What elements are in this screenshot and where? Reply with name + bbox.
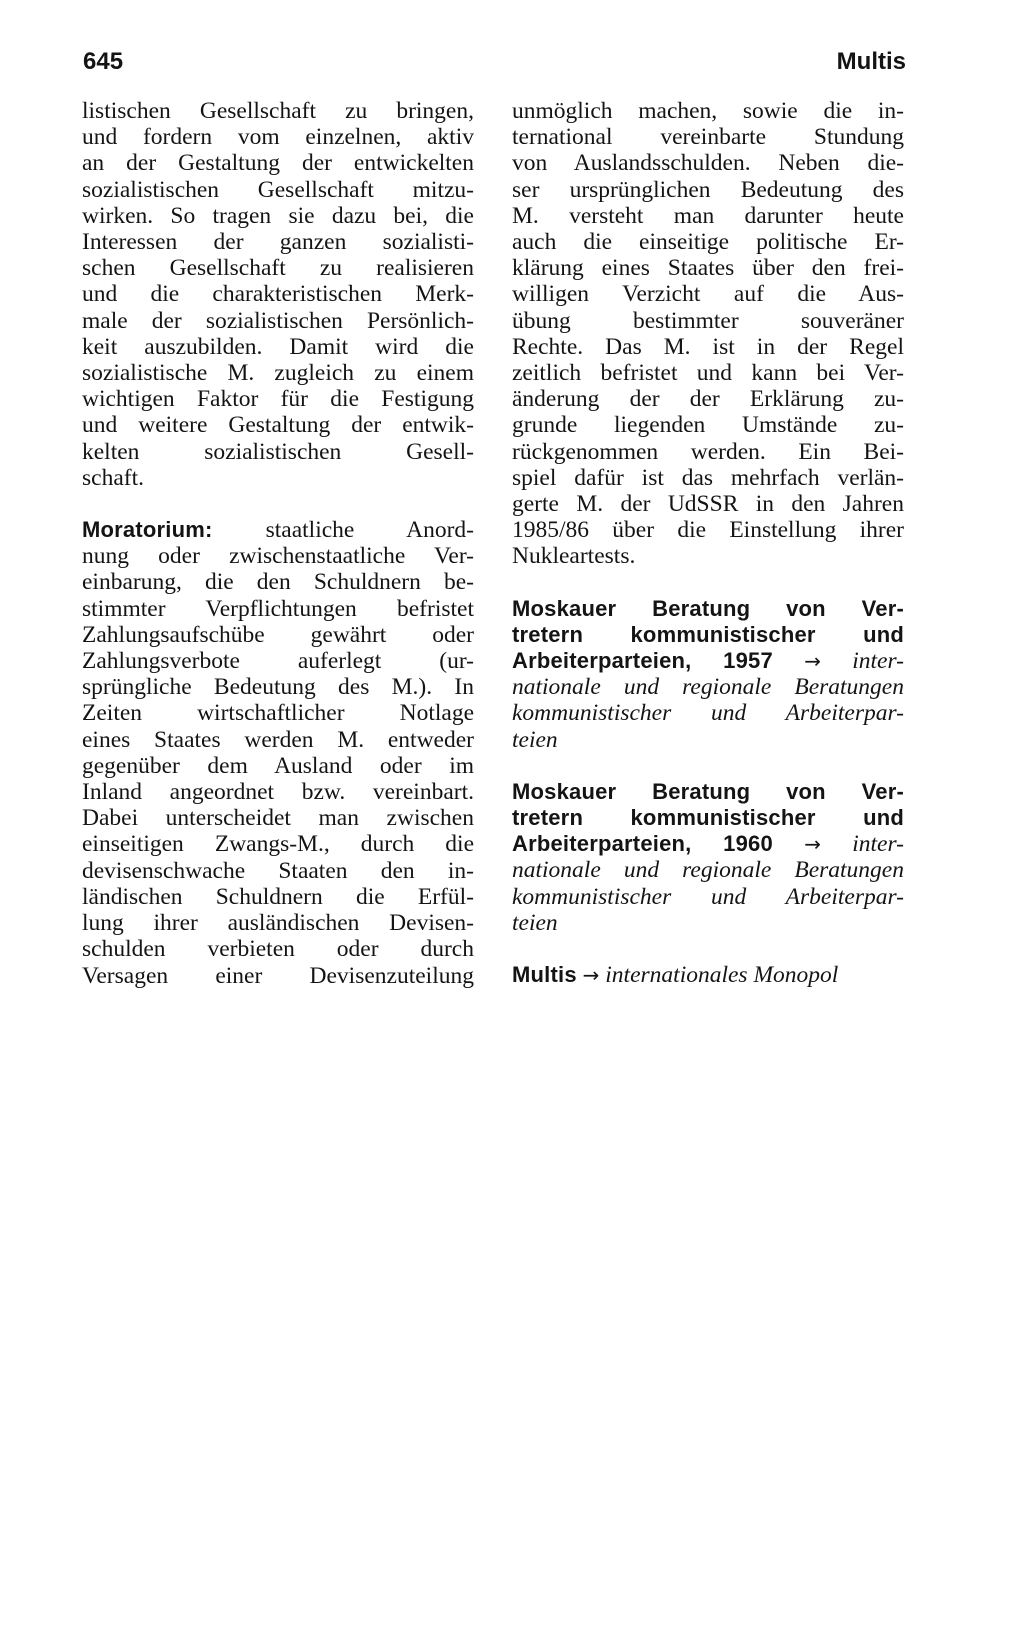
paragraph-gap [512,570,904,596]
entry-text: staatliche Anord- [212,517,474,544]
entry-heading-ref-line [512,648,904,674]
text-line: willigen Verzicht auf die Aus- [512,281,904,308]
text-line: nung oder zwischenstaatliche Ver- [82,543,474,570]
text-line: ternational vereinbarte Stundung [512,124,904,151]
cross-reference-line: kommunistischer und Arbeiterpar- [512,700,904,727]
entry-term: Multis [512,962,577,988]
cross-reference-line: nationale und regionale Beratungen [512,674,904,701]
text-line: rückgenommen werden. Ein Bei- [512,438,904,465]
paragraph-gap [512,936,904,962]
text-line: Rechte. Das M. ist in der Regel [512,333,904,360]
text-line: einbarung, die den Schuldnern be- [82,569,474,596]
left-column [82,98,474,989]
entry-multis [512,962,904,988]
text-line: von Auslandsschulden. Neben die- [512,150,904,177]
cross-reference: inter- [852,648,904,675]
text-line: sprüngliche Bedeutung des M.). In [82,674,474,701]
text-line: und fordern vom einzelnen, aktiv [82,124,474,151]
arrow-right-icon: → [804,832,821,857]
entry-heading-line: Arbeiterparteien, 1957 [512,648,773,674]
cross-reference: internationales Monopol [605,962,839,989]
text-line: Interessen der ganzen sozialisti- [82,229,474,256]
text-line: eines Staates werden M. entweder [82,726,474,753]
text-line: zeitlich befristet und kann bei Ver- [512,360,904,387]
text-line: spiel dafür ist das mehrfach verlän- [512,464,904,491]
text-line: Zeiten wirtschaftlicher Notlage [82,700,474,727]
text-line: gerte M. der UdSSR in den Jahren [512,491,904,518]
text-line: auch die einseitige politische Er- [512,229,904,256]
text-line: ländischen Schuldnern die Erfül- [82,883,474,910]
text-line: Dabei unterscheidet man zwischen [82,805,474,832]
text-line: stimmter Verpflichtungen befristet [82,595,474,622]
entry-heading-line: Moskauer Beratung von Ver- [512,778,904,804]
cross-reference-line: kommunistischer und Arbeiterpar- [512,883,904,910]
text-line: keit auszubilden. Damit wird die [82,333,474,360]
moratorium-entry [82,517,474,989]
entry-heading-ref-line [512,831,904,857]
text-line: einseitigen Zwangs-M., durch die [82,831,474,858]
text-line: übung bestimmter souveräner [512,307,904,334]
text-line: schulden verbieten oder durch [82,936,474,963]
page-number: 645 [83,48,124,75]
right-column [512,98,904,988]
entry-heading-line: Moskauer Beratung von Ver- [512,595,904,621]
arrow-right-icon: → [804,649,821,674]
entry-term: Moratorium: [82,517,213,543]
text-line: kelten sozialistischen Gesell- [82,438,474,465]
paragraph-gap [512,753,904,779]
entry-heading-line: Arbeiterparteien, 1960 [512,831,773,857]
text-line: an der Gestaltung der entwickelten [82,150,474,177]
text-line: wichtigen Faktor für die Festigung [82,386,474,413]
entry-heading-ref-line [512,962,904,988]
text-line: und weitere Gestaltung der entwik- [82,412,474,439]
text-line: lung ihrer ausländischen Devisen- [82,910,474,937]
arrow-right-icon: → [582,963,600,988]
text-line: listischen Gesellschaft zu bringen, [82,98,474,124]
entry-moskauer-1957 [512,596,904,753]
moratorium-continuation [512,98,904,570]
text-line: und die charakteristischen Merk- [82,281,474,308]
text-line: M. versteht man darunter heute [512,202,904,229]
intro-paragraph [82,98,474,491]
text-line: Inland angeordnet bzw. vereinbart. [82,779,474,806]
text-line: male der sozialistischen Persönlich- [82,307,474,334]
text-line: Nukleartests. [512,543,636,570]
text-line: änderung der der Erklärung zu- [512,386,904,413]
entry-heading-line: tretern kommunistischer und [512,621,904,647]
cross-reference-line: teien [512,909,558,936]
text-line: unmöglich machen, sowie die in- [512,98,904,124]
text-line: 1985/86 über die Einstellung ihrer [512,517,904,544]
text-line: Zahlungsaufschübe gewährt oder [82,621,474,648]
text-line: schen Gesellschaft zu realisieren [82,255,474,282]
text-line: wirken. So tragen sie dazu bei, die [82,202,474,229]
text-line: gegenüber dem Ausland oder im [82,752,474,779]
text-line: schaft. [82,464,144,491]
text-line: Versagen einer Devisenzuteilung [82,962,474,989]
text-line: sozialistische M. zugleich zu einem [82,360,474,387]
cross-reference-line: teien [512,726,558,753]
cross-reference-line: nationale und regionale Beratungen [512,857,904,884]
text-line: grunde liegenden Umstände zu- [512,412,904,439]
entry-first-line [82,517,474,543]
paragraph-gap [82,491,474,517]
text-line: Zahlungsverbote auferlegt (ur- [82,648,474,675]
cross-reference: inter- [852,831,904,858]
entry-moskauer-1960 [512,779,904,936]
text-line: sozialistischen Gesellschaft mitzu- [82,176,474,203]
text-line: devisenschwache Staaten den in- [82,857,474,884]
entry-heading-line: tretern kommunistischer und [512,805,904,831]
running-head: Multis [836,48,906,75]
text-line: klärung eines Staates über den frei- [512,255,904,282]
text-line: ser ursprünglichen Bedeutung des [512,176,904,203]
